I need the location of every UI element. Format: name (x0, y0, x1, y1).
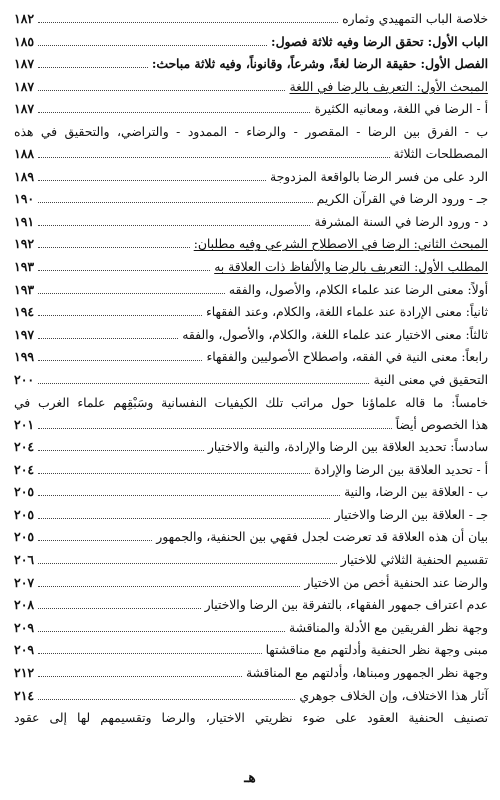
toc-entry-page: ٢٠٦ (14, 552, 35, 568)
toc-entry (14, 35, 488, 49)
toc-entry-page: ٢٠٤ (14, 461, 35, 477)
toc-entry (14, 508, 488, 522)
toc-entry-title: خلاصة الباب التمهيدي وثماره (342, 12, 488, 26)
toc-entry (14, 12, 488, 26)
leader-dots (38, 518, 330, 519)
toc-entry (14, 328, 488, 342)
leader-dots (38, 225, 310, 226)
toc-entry-page: ٢١٢ (14, 665, 35, 681)
leader-dots (38, 450, 204, 451)
leader-dots (38, 360, 202, 361)
toc-entry-title: وجهة نظر الفريقين مع الأدلة والمناقشة (288, 620, 488, 635)
toc-entry-title: ب - العلاقة بين الرضا، والنية (344, 485, 488, 500)
leader-dots (38, 315, 202, 316)
toc-entry-title: أولاً: معنى الرضا عند علماء الكلام، والأصول، والفقه (228, 282, 488, 297)
toc-entry-page: ١٨٢ (14, 11, 35, 26)
leader-dots (38, 157, 389, 158)
leader-dots (38, 90, 285, 91)
toc-entry (14, 57, 488, 71)
toc-entry-title: بيان أن هذه العلاقة قد تعرضت لجدل فقهي بين الحنفية، والجمهور (156, 530, 488, 545)
toc-entry (14, 373, 488, 387)
page-footer-mark: هـ (244, 770, 256, 786)
leader-dots (38, 653, 261, 654)
toc-entry (14, 643, 488, 657)
leader-dots (38, 67, 148, 68)
toc-continued-line: تصنيف الحنفية العقود على ضوء نظريتي الاختيار، والرضا وتقسيمهم لها إلى عقود (14, 711, 488, 726)
leader-dots (38, 699, 295, 700)
toc-entry-title: ثالثاً: معنى الاختيار عند علماء اللغة، والكلام، والأصول، والفقه (182, 327, 488, 342)
toc-entry (14, 125, 488, 161)
toc-entry-title: رابعاً: معنى النية في الفقه، واصطلاح الأصوليين والفقهاء (206, 350, 488, 365)
toc-entry (14, 283, 488, 297)
toc-entry-page: ١٩٣ (14, 281, 35, 297)
toc-entry-page: ١٨٥ (14, 33, 35, 49)
toc-entry-title: والرضا عند الحنفية أخص من الاختيار (304, 575, 488, 590)
toc-entry-title: آثار هذا الاختلاف، وإن الخلاف جوهري (299, 688, 488, 703)
leader-dots (38, 338, 178, 339)
toc-entry-title: الرد على من فسر الرضا بالواقعة المزدوجة (269, 169, 488, 184)
toc-entry (14, 237, 488, 251)
toc-entry (14, 396, 488, 432)
leader-dots (38, 631, 285, 632)
toc-entry (14, 553, 488, 567)
toc-entry-page: ١٨٨ (14, 145, 35, 161)
toc-entry-page: ١٩٠ (14, 191, 35, 207)
leader-dots (38, 202, 313, 203)
toc-entry-page: ٢٠٩ (14, 642, 35, 658)
leader-dots (38, 270, 210, 271)
toc-entry-page: ٢٠٠ (14, 371, 35, 387)
leader-dots (38, 676, 242, 677)
leader-dots (38, 608, 200, 609)
toc-entry-title: التحقيق في معنى النية (373, 372, 488, 387)
toc-entry (14, 576, 488, 590)
toc-entry (14, 80, 488, 94)
leader-dots (38, 180, 266, 181)
toc-entry-title: جـ - العلاقة بين الرضا والاختيار (334, 507, 488, 522)
leader-dots (38, 112, 310, 113)
leader-dots (38, 495, 340, 496)
toc-entry-title: د - ورود الرضا في السنة المشرفة (314, 214, 488, 229)
toc-entry (14, 192, 488, 206)
table-of-contents (14, 12, 488, 725)
toc-entry-page: ١٩٩ (14, 349, 35, 365)
toc-entry-page: ٢٠٧ (14, 574, 35, 590)
toc-entry-title-line2: هذا الخصوص أيضاً (395, 417, 488, 432)
toc-entry-title: سادساً: تحديد العلاقة بين الرضا والإرادة، والنية والاختيار (207, 440, 488, 455)
toc-entry-title: ثانياً: معنى الإرادة عند علماء اللغة، والكلام، وعند الفقهاء (206, 305, 488, 320)
toc-entry (14, 260, 488, 274)
toc-entry (14, 305, 488, 319)
toc-entry-page: ٢٠١ (14, 416, 35, 432)
toc-entry-title-line1: ب - الفرق بين الرضا - المقصور - والرضاء - الممدود - والتراضي، والتحقيق في هذه (14, 124, 488, 139)
toc-entry (14, 666, 488, 680)
leader-dots (38, 45, 267, 46)
toc-entry (14, 463, 488, 477)
toc-entry-title-line1: خامساً: ما قاله علماؤنا حول مراتب تلك الكيفيات النفسانية وسَبْقِهم علماء الغرب في (14, 395, 488, 410)
toc-entry (14, 485, 488, 499)
toc-entry-page: ١٩٤ (14, 304, 35, 320)
leader-dots (38, 428, 391, 429)
toc-entry (14, 689, 488, 703)
toc-entry-title: مبنى وجهة نظر الحنفية وأدلتهم مع مناقشتها (265, 643, 488, 658)
toc-entry-title: عدم اعتراف جمهور الفقهاء، بالتفرقة بين الرضا والاختيار (204, 598, 488, 613)
leader-dots (38, 540, 152, 541)
toc-entry (14, 598, 488, 612)
toc-entry-page: ٢٠٥ (14, 529, 35, 545)
toc-entry-page: ١٨٧ (14, 78, 35, 94)
toc-entry-title: المطلب الأول: التعريف بالرضا والألفاظ ذات العلاقة به (214, 259, 488, 274)
toc-entry-page: ٢٠٥ (14, 484, 35, 500)
leader-dots (38, 22, 338, 23)
toc-entry (14, 102, 488, 116)
toc-entry (14, 621, 488, 635)
leader-dots (38, 473, 310, 474)
toc-entry-page: ٢٠٥ (14, 506, 35, 522)
toc-entry (14, 215, 488, 229)
toc-entry-title: الباب الأول: تحقق الرضا وفيه ثلاثة فصول: (271, 33, 488, 49)
toc-entry-page: ٢١٤ (14, 687, 35, 703)
toc-entry-page: ١٨٧ (14, 101, 35, 117)
toc-entry-page: ٢٠٩ (14, 619, 35, 635)
toc-entry (14, 350, 488, 364)
toc-entry-page: ١٩٣ (14, 258, 35, 274)
leader-dots (38, 247, 190, 248)
toc-entry (14, 440, 488, 454)
toc-entry-title: جـ - ورود الرضا في القرآن الكريم (316, 192, 488, 207)
toc-entry (14, 170, 488, 184)
toc-entry-title: المبحث الثاني: الرضا في الاصطلاح الشرعي وفيه مطلبان: (193, 237, 488, 252)
toc-entry-page: ٢٠٤ (14, 439, 35, 455)
toc-entry-page: ١٨٧ (14, 56, 35, 72)
leader-dots (38, 586, 300, 587)
toc-entry-title: تقسيم الحنفية الثلاثي للاختيار (340, 553, 488, 568)
toc-entry-page: ١٩٢ (14, 236, 35, 252)
toc-entry-page: ٢٠٨ (14, 597, 35, 613)
toc-entry-page: ١٩٧ (14, 326, 35, 342)
toc-entry-title: أ - الرضا في اللغة، ومعانيه الكثيرة (314, 102, 488, 117)
toc-entry-title: وجهة نظر الجمهور ومبناها، وأدلتهم مع المناقشة (245, 666, 488, 681)
leader-dots (38, 383, 369, 384)
leader-dots (38, 563, 337, 564)
toc-entry-title: أ - تحديد العلاقة بين الرضا والإرادة (314, 462, 488, 477)
toc-entry-page: ١٨٩ (14, 168, 35, 184)
toc-entry (14, 530, 488, 544)
toc-entry-title-line2: المصطلحات الثلاثة (393, 146, 488, 161)
toc-entry-title: الفصل الأول: حقيقة الرضا لغةً، وشرعاً، وقانوناً، وفيه ثلاثة مباحث: (151, 56, 488, 72)
leader-dots (38, 293, 225, 294)
toc-entry-title: المبحث الأول: التعريف بالرضا في اللغة (289, 79, 488, 94)
toc-entry-page: ١٩١ (14, 213, 35, 229)
